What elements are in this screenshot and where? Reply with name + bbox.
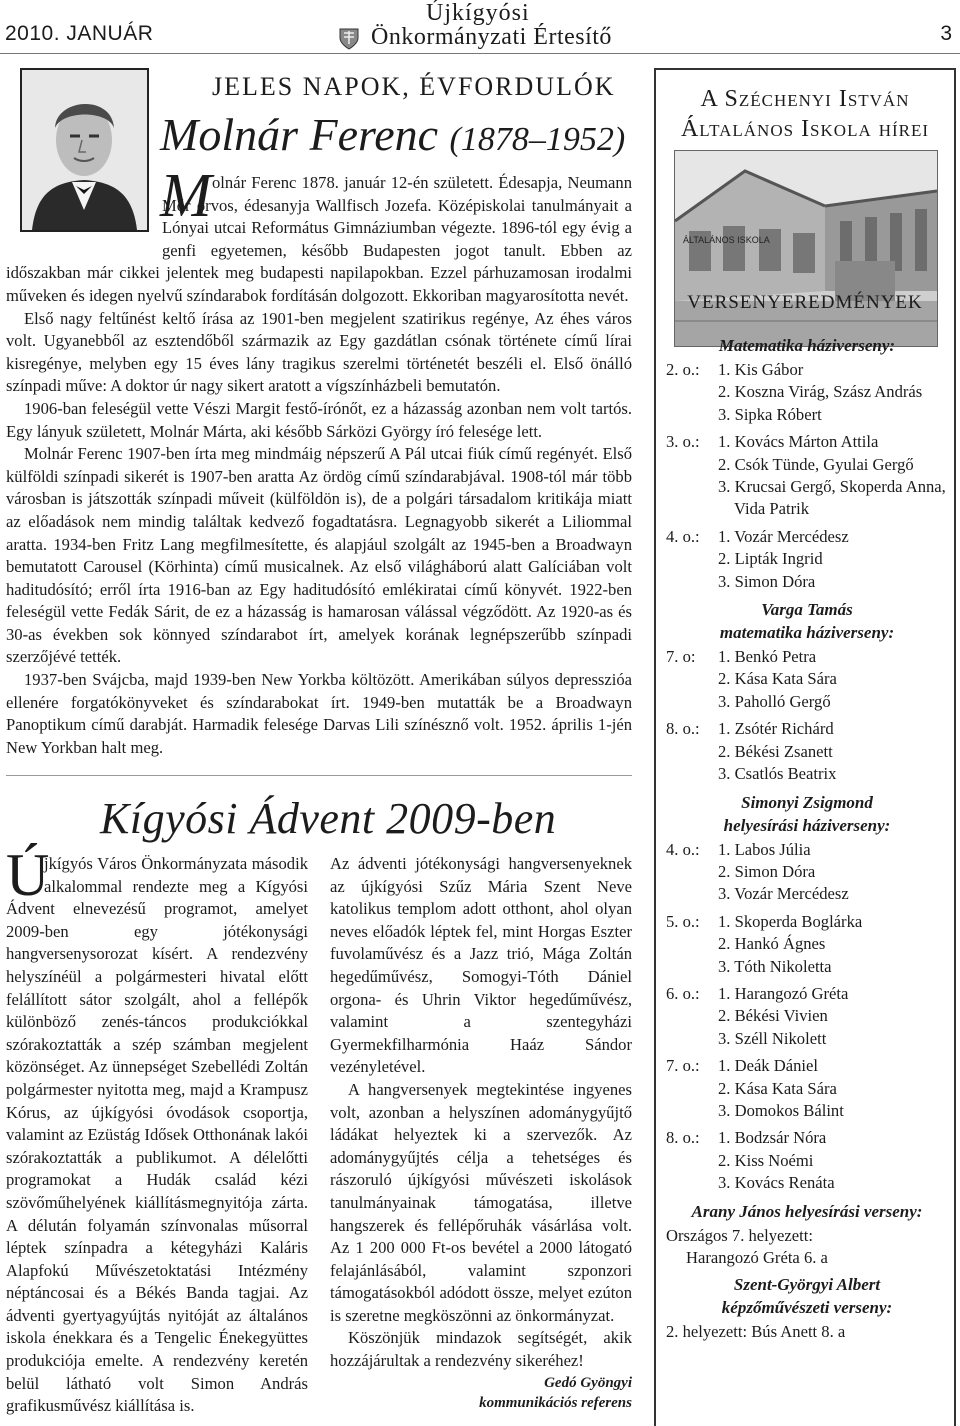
competition-title-line1: Szent-Györgyi Albert xyxy=(733,1274,881,1294)
drop-cap: Ú xyxy=(6,842,50,908)
results-list xyxy=(666,332,948,1343)
paragraph: jkígyós Város Önkormányzata második alkalommal rendezte meg a Kígyósi Ádvent elnevezésű programot, amelyet 2009-ben egy jótékonysági hangversenysorozat kísért. A rendezvény helyszínéül a polgármesteri hivatal előtt felállított sátor szolgált, ahol a fellépők különböző zenés-táncos produkciókkal szórakoztatták a szép számban megjelent közönséget. Az ünnepséget Szebellédi Zoltán polgármester nyitotta meg, majd a Krampusz Kórus, az újkígyósi óvodások csoportja, valamint az Ezüstág Idősek Otthonának lakói szórakoztatták a publikumot. A délelőtti programokat a Hudák család kézi szövőműhelyének kiállításmegnyitója zárta. A délután folyamán színvonalas műsorral léptek színpadra a kétegyházi Kaláris Alapfokú Művészetoktatási Intézmény néptáncosai és a Békés Banda tagjai. Az ádventi gyertyagyújtás nyitóját az általános iskola énekkara és a Tengelic Énekegyüttes produkciója emelte. A rendezvény keretén belül látható volt Simon András grafikusművész kiállítása is. xyxy=(6,854,308,1416)
signature xyxy=(330,1373,632,1413)
publication-title xyxy=(343,1,643,49)
town-crest-icon xyxy=(338,26,360,50)
grade-label: 3. o.: xyxy=(666,432,700,452)
paragraph: Első nagy feltűnést keltő írása az 1901-ben megjelent szatirikus regénye, Az éhes város volt. Ugyanebből az esztendőből származik az Egy gazdátlan csónak története című lírai kisregénye, melyben egy 15 éves lány tragikus szerelmi történetét beszéli el. Első önálló színpadi műve: A doktor úr nagy sikert aratott a vígszínházbeli bemutatón. xyxy=(6,308,632,396)
signature-role: kommunikációs referens xyxy=(479,1394,632,1411)
article-column xyxy=(330,853,632,1413)
paragraph: Az ádventi jótékonysági hangversenyeknek az újkígyósi Szűz Mária Szent Neve katolikus templom adott otthont, ahol olyan neves előadók léptek fel, mint Horgas Eszter fuvolaművész és a Jazz trió, Mága Zoltán hegedűművész, Somogyi-Tóth Dániel orgona- és Uhrin Viktor hegedűművész, valamint a szentegyházi Gyermekfilharmónia Haáz Sándor vezényletével. xyxy=(330,854,632,1077)
grade-group xyxy=(666,359,948,426)
paragraph: Köszönjük mindazok segítségét, akik hozzájárultak a rendezvény sikeréhez! xyxy=(330,1328,632,1371)
result-entry: 1. Deák Dániel xyxy=(718,1056,818,1076)
result-entry: 3. Simon Dóra xyxy=(718,571,816,591)
grade-label: 5. o.: xyxy=(666,911,700,931)
text-wrap-spacer xyxy=(6,172,162,262)
article-column xyxy=(6,853,308,1418)
header-rule xyxy=(0,53,960,54)
result-entry: 1. Vozár Mercédesz xyxy=(718,526,849,546)
competition-title: Matematika háziverseny: xyxy=(718,336,896,355)
result-entry: 2. Békési Vivien xyxy=(718,1006,828,1026)
competition-title-line1: Simonyi Zsigmond xyxy=(741,792,873,812)
grade-label: 8. o.: xyxy=(666,719,700,739)
paragraph: Molnár Ferenc 1907-ben írta meg mindmáig népszerű A Pál utcai fiúk című regényét. Első külföldi színpadi sikerét is 1907-ben aratta Az ördög című színdarabjával. 1908-tól már több városban is játszották színpadi műveit (külföldön is), de a polgári társadalom kritikája miatt az előadások nem mindig találtak kedvező fogadtatásra. Legnagyobb sikerét a Liliommal aratta. 1934-ben Fritz Lang megfilmesítette, és alapjául szolgált az 1945-ben a Broadwayn bemutatott Carousel (Körhinta) című musicalnek. Az első világháború alatt Galíciában volt haditudósító; erről írta 1916-ban az Egy haditudósító emlékiratai című könyvét. 1922-ben feleségül vette Fedák Sárit, de ez a házasság is hamarosan válással végződött. Az 1920-as és 30-as években sok könnyed színdarabot írt, amelyek korának legnépszerűbb színpadi szerzőjévé tették. xyxy=(6,444,632,667)
article-body xyxy=(6,172,632,759)
grade-label: 4. o.: xyxy=(666,839,700,859)
results-heading: VERSENYEREDMÉNYEK xyxy=(687,292,923,313)
grade-label: 7. o.: xyxy=(666,1056,700,1076)
grade-group xyxy=(666,526,948,593)
result-entry: 2. Lipták Ingrid xyxy=(718,549,823,569)
competition-title-line1: Varga Tamás xyxy=(761,600,853,620)
result-entry: 1. Zsótér Richárd xyxy=(718,719,834,739)
result-entry: 1. Harangozó Gréta xyxy=(718,983,849,1003)
sidebar-title xyxy=(656,84,954,144)
result-entry: 3. Széll Nikolett xyxy=(718,1028,827,1048)
competition-title xyxy=(666,598,948,644)
competition-title-line2: matematika háziverseny: xyxy=(719,623,895,643)
school-building-photo xyxy=(674,150,938,347)
competition-title: Arany János helyesírási verseny: xyxy=(691,1201,923,1221)
grade-group xyxy=(666,431,948,521)
result-entry: 1. Bodzsár Nóra xyxy=(718,1128,827,1148)
result-entry: 3. Csatlós Beatrix xyxy=(718,764,837,784)
competition-title-line2: helyesírási háziverseny: xyxy=(723,815,891,835)
grade-label: 4. o.: xyxy=(666,526,700,546)
result-entry: 2. Kása Kata Sára xyxy=(718,669,837,689)
paragraph: A hangversenyek megtekintése ingyenes volt, azonban a helyszínen adománygyűjtő ládákat helyeztek ki a szervezők. Az adománygyűjtés célja a tehetséges és rászoruló újkígyósi művészeti iskolások tanulmányainak támogatása, illetve hangszerek és fellépőruhák vásárlása volt. Az 1 200 000 Ft-os bevétel a 2000 látogató felajánlásából, valamint szponzori támogatásokból adódott össze, melyet ezúton is szeretne megköszönni az önkormányzat. xyxy=(330,1079,632,1325)
grade-label: 6. o.: xyxy=(666,983,700,1003)
result-entry: 2. Koszna Virág, Szász András xyxy=(718,382,923,402)
result-entry: Országos 7. helyezett: xyxy=(666,1225,813,1245)
paragraph: 1937-ben Svájcba, majd 1939-ben New Yorkba költözött. Amerikában súlyos depresszióa ellenére forgatókönyveket és színdarabokat írt. 1949-ben mutatták be a Broadwayn Panoptikum című darabját. Harmadik felesége Darvas Lili színésznő volt. 1952. április 1-jén New Yorkban halt meg. xyxy=(6,670,632,757)
competition-title-line2: képzőművészeti verseny: xyxy=(721,1297,893,1317)
article-title xyxy=(160,108,625,161)
page-number: 3 xyxy=(940,22,952,45)
school-building-illustration xyxy=(675,151,937,346)
signature-name: Gedó Gyöngyi xyxy=(544,1374,632,1391)
grade-group xyxy=(666,911,948,978)
competition-title xyxy=(666,791,948,837)
building-sign: ÁLTALÁNOS ISKOLA xyxy=(683,235,770,245)
article-title-years: (1878–1952) xyxy=(449,121,626,158)
drop-cap: M xyxy=(160,162,212,230)
text-wrap-spacer xyxy=(6,853,44,897)
result-entry: 3. Vozár Mercédesz xyxy=(718,884,849,904)
result-entry: 2. Békési Zsanett xyxy=(718,741,833,761)
result-entry: 1. Skoperda Boglárka xyxy=(718,911,863,931)
result-entry: 1. Labos Júlia xyxy=(718,839,811,859)
result-entry: Harangozó Gréta 6. a xyxy=(686,1247,828,1267)
paragraph: olnár Ferenc 1878. január 12-én született. Édesapja, Neumann Mór orvos, édesanyja Wallfisch Jozefa. Középiskolai tanulmányait a Lónyai utcai Református Gimnáziumban végezte. 1896-tól egy évig a genfi egyetemen, később Budapesten jogot tanult. Ebben az időszakban már cikkei jelentek meg budapesti napilapokban. Ezzel párhuzamosan irodalmi műveken és idegen nyelvű színdarabok fordításán dolgozott. Ekkoriban magyarosította nevét. xyxy=(6,173,632,305)
article-title: Kígyósi Ádvent 2009-ben xyxy=(100,794,557,843)
sidebar-title-line2: Általános Iskola hírei xyxy=(680,116,930,142)
article-divider xyxy=(6,775,632,776)
grade-group xyxy=(666,1055,948,1122)
grade-group xyxy=(666,839,948,906)
result-entry: 2. helyezett: Bús Anett 8. a xyxy=(666,1321,846,1341)
result-entry: 1. Kis Gábor xyxy=(718,360,804,379)
section-heading: JELES NAPOK, ÉVFORDULÓK xyxy=(212,72,616,101)
grade-label: 7. o: xyxy=(666,647,696,667)
publication-title-line1: Újkígyósi xyxy=(426,0,530,26)
grade-group xyxy=(666,1127,948,1194)
grade-label: 2. o.: xyxy=(666,360,700,379)
grade-group xyxy=(666,983,948,1050)
issue-date: 2010. JANUÁR xyxy=(5,22,154,45)
result-entry: 2. Csók Tünde, Gyulai Gergő xyxy=(718,454,914,474)
paragraph: 1906-ban feleségül vette Vészi Margit festő-írónőt, ez a házasság azonban nem volt tartós. Egy lányuk született, Molnár Márta, aki később Sárközi György író felesége lett. xyxy=(6,398,632,441)
grade-group xyxy=(666,646,948,713)
result-entry: 2. Hankó Ágnes xyxy=(718,934,826,954)
result-entry: 2. Simon Dóra xyxy=(718,861,816,881)
publication-title-line2: Önkormányzati Értesítő xyxy=(371,24,612,50)
result-entry: 3. Kovács Renáta xyxy=(718,1173,835,1193)
result-entry: 3. Paholló Gergő xyxy=(718,691,831,711)
result-entry: 3. Domokos Bálint xyxy=(718,1100,844,1120)
result-entry: 3. Krucsai Gergő, Skoperda Anna, Vida Patrik xyxy=(718,477,946,519)
result-entry: 3. Tóth Nikoletta xyxy=(718,956,832,976)
result-entry: 2. Kása Kata Sára xyxy=(718,1078,837,1098)
result-entry: 2. Kiss Noémi xyxy=(718,1150,814,1170)
grade-label: 8. o.: xyxy=(666,1128,700,1148)
sidebar-title-line1: A Széchenyi István xyxy=(700,86,910,112)
article-title-name: Molnár Ferenc xyxy=(160,109,439,160)
school-news-sidebar xyxy=(654,68,956,1426)
result-entry: 1. Kovács Márton Attila xyxy=(718,432,879,452)
grade-group xyxy=(666,718,948,785)
result-entry: 1. Benkó Petra xyxy=(718,647,817,667)
result-entry: 3. Sipka Róbert xyxy=(718,404,822,424)
competition-title xyxy=(666,1273,948,1319)
